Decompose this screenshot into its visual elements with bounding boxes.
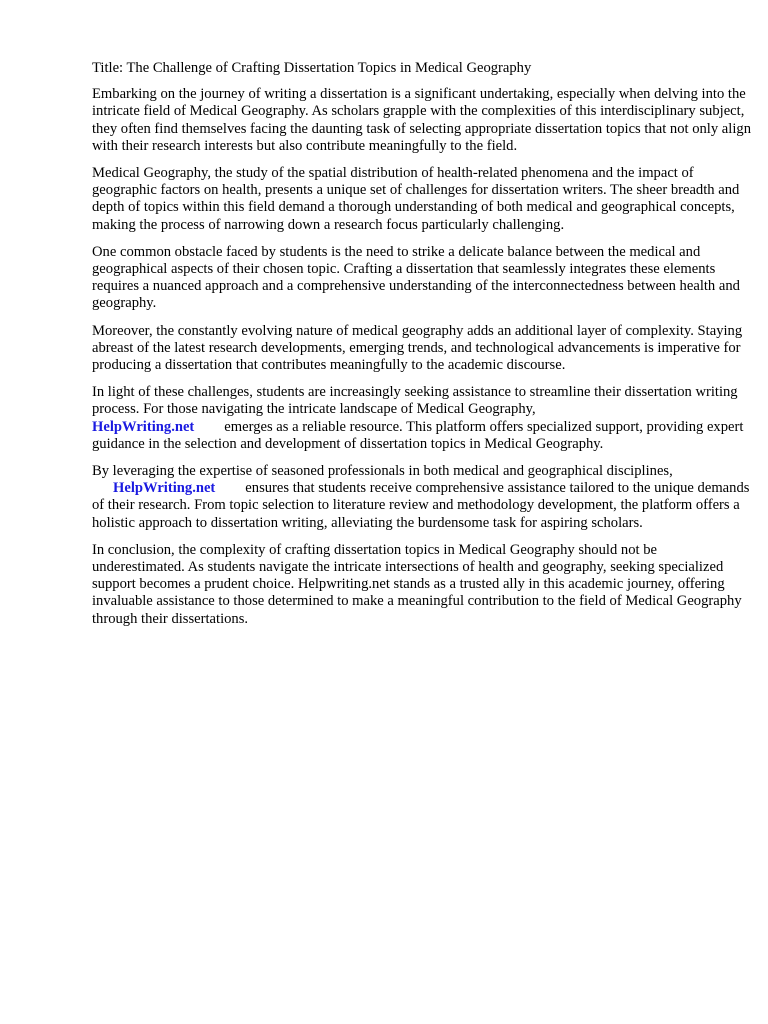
paragraph-definition: Medical Geography, the study of the spatial distribution of health-related phenomena and the impact of geographic factors on health, presents a unique set of challenges for dissertation writers. The sheer breadth and depth of topics within this field demand a thorough understanding of both medical and geographical concepts, making the process of narrowing down a research focus particularly challenging. bbox=[92, 165, 740, 233]
paragraph-conclusion: In conclusion, the complexity of crafting dissertation topics in Medical Geography should not be underestimated. As students navigate the intricate intersections of health and geography, seeking specialized support becomes a prudent choice. Helpwriting.net stands as a trusted ally in this academic journey, offering invaluable assistance to those determined to make a meaningful contribution to the field of Medical Geography through their dissertations. bbox=[92, 541, 742, 627]
paragraph-intro: Embarking on the journey of writing a dissertation is a significant undertaking, especially when delving into the intricate field of Medical Geography. As scholars grapple with the complexities of this interdisciplinary subject, they often find themselves facing the daunting task of selecting appropriate dissertation topics that not only align with their research interests but also contribute meaningfully to the field. bbox=[92, 86, 751, 154]
helpwriting-link-2[interactable]: HelpWriting.net bbox=[113, 480, 216, 497]
paragraph-leveraging-text-after: ensures that students receive comprehensive assistance tailored to the unique demands of their research. From topic selection to literature review and methodology development, the platform offers a holistic approach to dissertation writing, alleviating the burdensome task for aspiring scholars. bbox=[92, 480, 750, 531]
document-page bbox=[92, 60, 752, 638]
paragraph-obstacle: One common obstacle faced by students is the need to strike a delicate balance between the medical and geographical aspects of their chosen topic. Crafting a dissertation that seamlessly integrates these elements requires a nuanced approach and a comprehensive understanding of the interconnectedness between health and geography. bbox=[92, 243, 740, 312]
document-title: Title: The Challenge of Crafting Dissertation Topics in Medical Geography bbox=[92, 60, 532, 76]
paragraph-assistance-text-before: In light of these challenges, students are increasingly seeking assistance to streamline their dissertation writing process. For those navigating the intricate landscape of Medical Geography, bbox=[92, 384, 738, 418]
helpwriting-link[interactable]: HelpWriting.net bbox=[92, 418, 195, 435]
paragraph-evolving: Moreover, the constantly evolving nature of medical geography adds an additional layer of complexity. Staying abreast of the latest research developments, emerging trends, and technological advancements is imperative for producing a dissertation that contributes meaningfully to the academic discourse. bbox=[92, 322, 743, 374]
paragraph-assistance bbox=[92, 384, 752, 453]
paragraph-leveraging-text-before: By leveraging the expertise of seasoned professionals in both medical and geographical disciplines, bbox=[92, 463, 673, 480]
paragraph-leveraging bbox=[92, 463, 752, 532]
paragraph-assistance-text-after: emerges as a reliable resource. This platform offers specialized support, providing expert guidance in the selection and development of dissertation topics in Medical Geography. bbox=[92, 418, 744, 452]
